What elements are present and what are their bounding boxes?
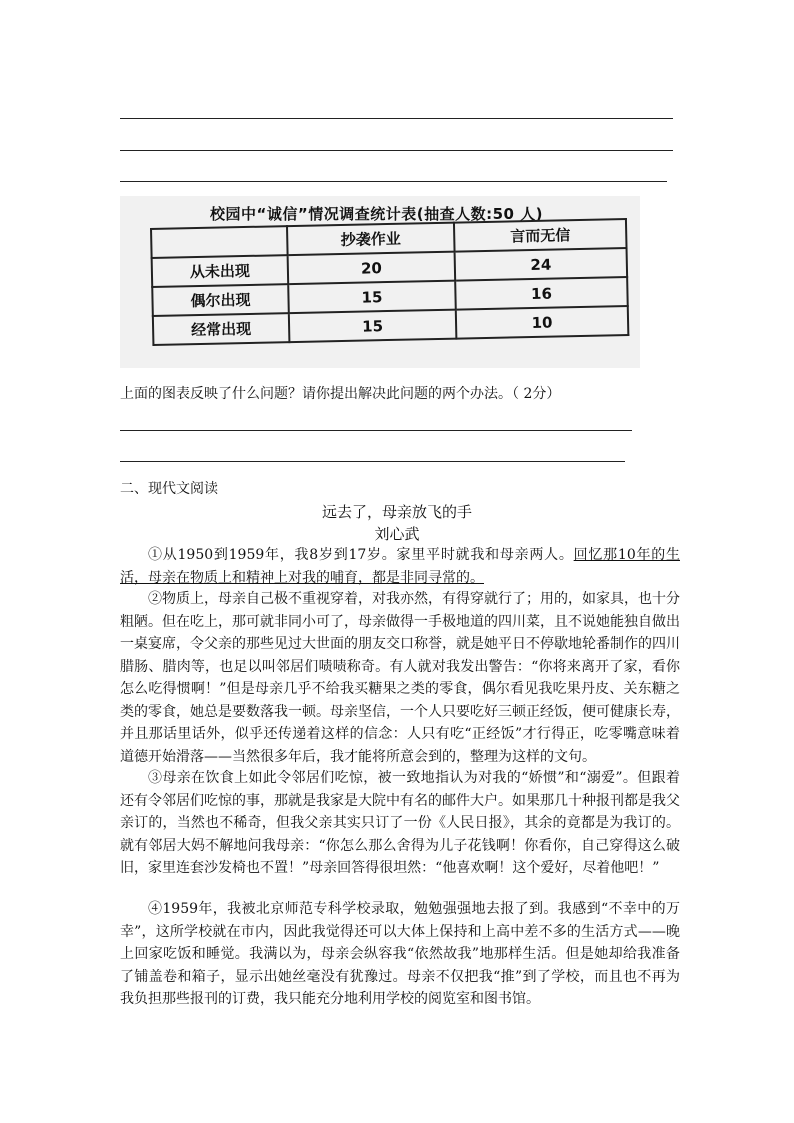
underlined-sentence: 回忆那10年的生活，母亲在物质上和精神上对我的哺育，都是非同寻常的。 — [120, 547, 680, 586]
broken-promise-value: 16 — [455, 277, 628, 310]
answer-line-1 — [120, 118, 673, 119]
copy-homework-value: 20 — [288, 252, 456, 284]
paragraph-1-text: ①从1950到1959年，我8岁到17岁。家里平时就我和母亲两人。 — [148, 547, 574, 563]
broken-promise-value: 10 — [456, 306, 629, 339]
paragraph-1 — [120, 544, 680, 589]
paragraph-3: ③母亲在饮食上如此令邻居们吃惊，被一致地指认为对我的“娇惯”和“溺爱”。但跟着还有令邻居们吃惊的事，那就是我家是大院中有名的邮件大户。如果那几十种报刊都是我父亲订的，当然也不稀奇，但我父亲其实只订了一份《人民日报》，其余的竟都是为我订的。就有邻居大妈不解地问我母亲：“你怎么那么舍得为儿子花钱啊！你看你，自己穿得这么破旧，家里连套沙发椅也不置！”母亲回答得很坦然：“他喜欢啊！这个爱好，尽着他吧！” — [120, 770, 680, 876]
copy-homework-value: 15 — [289, 310, 457, 342]
paragraph-4: ④1959年，我被北京师范专科学校录取，勉勉强强地去报了到。我感到“不幸中的万幸”，这所学校就在市内，因此我觉得还可以大体上保持和上高中差不多的生活方式——晚上回家吃饭和睡觉。我满以为，母亲会纵容我“依然故我”地那样生活。但是她却给我准备了铺盖卷和箱子，显示出她丝毫没有犹豫过。母亲不仅把我“推”到了学校，而且也不再为我负担那些报刊的订费，我只能充分地利用学校的阅览室和图书馆。 — [120, 901, 680, 1007]
answer-line-4 — [120, 430, 632, 431]
row-label: 偶尔出现 — [152, 284, 289, 316]
row-label: 从未出现 — [152, 255, 289, 287]
survey-table — [150, 218, 629, 346]
answer-line-3 — [120, 181, 667, 182]
table-header-cell — [151, 226, 288, 258]
question-text: 上面的图表反映了什么问题？请你提出解决此问题的两个办法。（ 2分） — [120, 386, 561, 402]
article-author: 刘心武 — [374, 525, 420, 543]
answer-line-5 — [120, 461, 625, 462]
answer-line-2 — [120, 150, 673, 151]
paragraph-2: ②物质上，母亲自己极不重视穿着，对我亦然，有得穿就行了；用的，如家具，也十分粗陋。但在吃上，那可就非同小可了，母亲做得一手极地道的四川菜，且不说她能独自做出一桌宴席，令父亲的那些见过大世面的朋友交口称誉，就是她平日不停歇地轮番制作的四川腊肠、腊肉等，也足以叫邻居们啧啧称奇。有人就对我发出警告：“你将来离开了家，看你怎么吃得惯啊！”但是母亲几乎不给我买糖果之类的零食，偶尔看见我吃果丹皮、关东糖之类的零食，她总是要数落我一顿。母亲坚信，一个人只要吃好三顿正经饭，便可健康长寿，并且那话里话外，似乎还传递着这样的信念：人只有吃“正经饭”才行得正，吃零嘴意味着道德开始滑落——当然很多年后，我才能将所意会到的，整理为这样的文句。 — [120, 591, 680, 765]
copy-homework-value: 15 — [288, 281, 456, 313]
row-label: 经常出现 — [153, 313, 290, 345]
table-title: 校园中“诚信”情况调查统计表(抽查人数:50 人) — [210, 205, 544, 223]
table-header-cell: 言而无信 — [454, 219, 627, 252]
article-title: 远去了，母亲放飞的手 — [321, 503, 472, 521]
section-heading: 二、现代文阅读 — [120, 481, 218, 497]
table-header-cell: 抄袭作业 — [287, 223, 455, 255]
broken-promise-value: 24 — [455, 248, 628, 281]
